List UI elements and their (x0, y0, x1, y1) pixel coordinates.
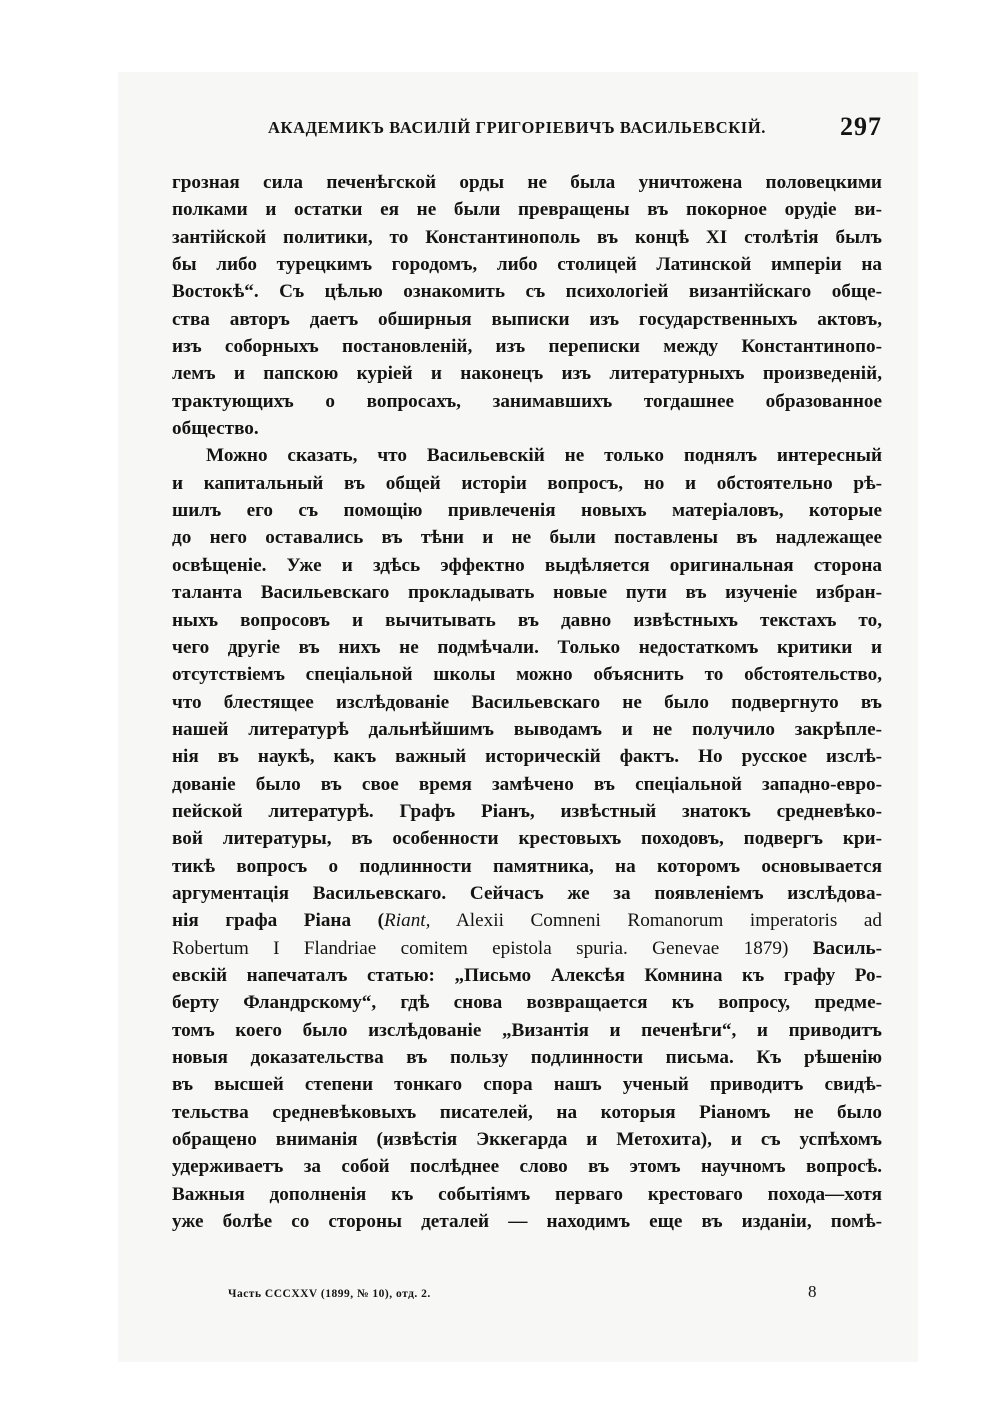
citation-suffix: Василь- (788, 937, 882, 959)
citation-line (172, 935, 882, 962)
body-text (172, 169, 882, 1235)
text-line: нія въ наукѣ, какъ важный историческій фактъ. Но русское изслѣ- (172, 746, 882, 768)
text-line: до него оставались въ тѣни и не были поставлены въ надлежащее (172, 527, 882, 549)
text-line: Важныя дополненія къ событіямъ перваго крестоваго похода—хотя (172, 1183, 882, 1205)
text-line: и капитальный въ общей исторіи вопросъ, но и обстоятельно рѣ- (172, 472, 882, 494)
text-line: новыя доказательства въ пользу подлинности письма. Къ рѣшенію (172, 1047, 882, 1068)
text-line: ныхъ вопросовъ и вычитывать въ давно извѣстныхъ текстахъ то, (172, 609, 882, 631)
text-line: трактующихъ о вопросахъ, занимавшихъ тогдашнее образованное (172, 390, 882, 412)
paragraph-2 (172, 442, 882, 1235)
citation-author: Riant, (384, 910, 431, 932)
text-line: томъ коего было изслѣдованіе „Византія и печенѣги“, и приводитъ (172, 1019, 882, 1041)
text-line: нашей литературѣ дальнѣйшимъ выводамъ и не получило закрѣпле- (172, 718, 882, 740)
text-line: полками и остатки ея не были превращены въ покорное орудіе ви- (172, 199, 882, 221)
text-line: обращено вниманія (извѣстія Эккегарда и Метохита), и съ успѣхомъ (172, 1129, 882, 1151)
citation-title: Alexii Comneni Romanorum imperatoris ad (430, 910, 882, 932)
page-header (170, 114, 882, 144)
text-line: берту Фландрскому“, гдѣ снова возвращается къ вопросу, предме- (172, 992, 882, 1014)
page-number: 297 (840, 112, 882, 141)
text-line: ства авторъ даетъ обширныя выписки изъ государственныхъ актовъ, (172, 308, 882, 330)
page-footer (228, 1284, 828, 1306)
text-line: тикѣ вопросъ о подлинности памятника, на которомъ основывается (172, 855, 882, 877)
text-line: аргументація Васильевскаго. Сейчасъ же за появленіемъ изслѣдова- (172, 882, 882, 904)
text-line: вой литературы, въ особенности крестовыхъ походовъ, подвергъ кри- (172, 828, 882, 850)
text-line: что блестящее изслѣдованіе Васильевскаго не было подвергнуто въ (172, 691, 882, 713)
text-line: уже болѣе со стороны деталей — находимъ еще въ изданіи, помѣ- (172, 1211, 882, 1233)
text-line: тельства средневѣковыхъ писателей, на которыя Ріаномъ не было (172, 1101, 882, 1123)
text-line: зантійской политики, то Константинополь въ концѣ XI столѣтія былъ (172, 226, 882, 248)
text-line: удерживаетъ за собой послѣднее слово въ этомъ научномъ вопросѣ. (172, 1156, 882, 1178)
running-title: АКАДЕМИКЪ ВАСИЛІЙ ГРИГОРІЕВИЧЪ ВАСИЛЬЕВСКІЙ. (268, 118, 766, 137)
text-line: таланта Васильевскаго прокладывать новые пути въ изученіе избран- (172, 582, 882, 604)
text-line: грозная сила печенѣгской орды не была уничтожена половецкими (172, 172, 882, 193)
text-line: освѣщеніе. Уже и здѣсь эффектно выдѣляется оригинальная сторона (172, 554, 882, 576)
text-line: бы либо турецкимъ городомъ, либо столицей Латинской имперіи на (172, 254, 882, 276)
text-line: Можно сказать, что Васильевскій не только поднялъ интересный (206, 445, 882, 467)
text-line: изъ соборныхъ постановленій, изъ переписки между Константинопо- (172, 336, 882, 358)
text-line: шилъ его съ помощію привлеченія новыхъ матеріаловъ, которые (172, 500, 882, 522)
text-line: пейской литературѣ. Графъ Ріанъ, извѣстный знатокъ средневѣко- (172, 800, 882, 822)
citation-line (172, 907, 882, 934)
text-line: общество. (172, 418, 259, 440)
citation-title-cont: Robertum I Flandriae comitem epistola spuria. Genevae 1879) (172, 937, 789, 959)
citation-prefix: нія графа Ріана ( (172, 910, 385, 932)
paragraph-1 (172, 169, 882, 442)
text-line: дованіе было въ свое время замѣчено въ спеціальной западно-евро- (172, 773, 882, 795)
text-line: чего другіе въ нихъ не подмѣчали. Только недостаткомъ критики и (172, 636, 882, 658)
text-line: евскій напечаталъ статью: „Письмо Алексѣя Комнина къ графу Ро- (172, 964, 882, 986)
text-line: Востокѣ“. Съ цѣлью ознакомить съ психологіей византійскаго обще- (172, 281, 882, 303)
text-line: отсутствіемъ спеціальной школы можно объяснить то обстоятельство, (172, 664, 882, 686)
signature-note: Часть CCCXXV (1899, № 10), отд. 2. (228, 1288, 431, 1300)
text-line: лемъ и папскою куріей и наконецъ изъ литературныхъ произведеній, (172, 363, 882, 385)
sheet-number: 8 (808, 1282, 817, 1301)
text-line: въ высшей степени тонкаго спора нашъ ученый приводитъ свидѣ- (172, 1074, 882, 1096)
